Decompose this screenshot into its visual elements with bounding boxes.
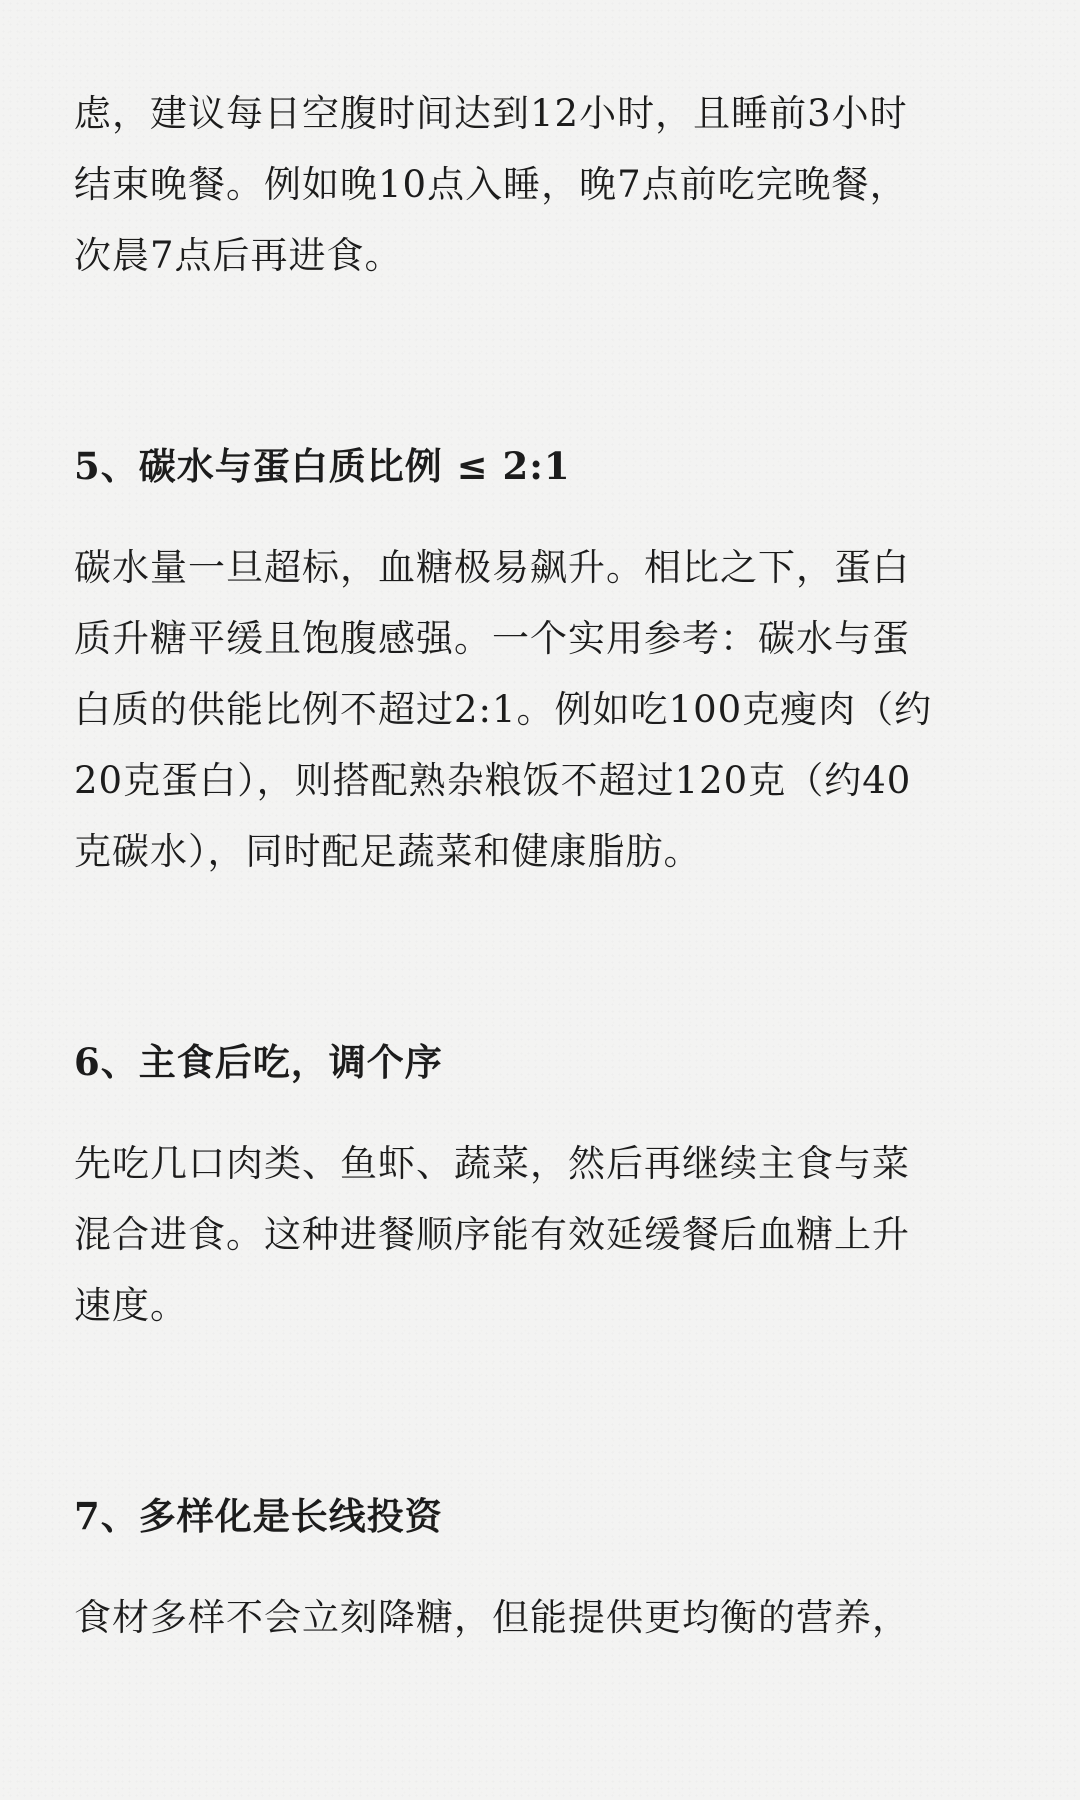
section-body: 先吃几口肉类、鱼虾、蔬菜，然后再继续主食与菜 混合进食。这种进餐顺序能有效延缓餐后血糖上升 速度。 xyxy=(74,1142,910,1327)
section-body: 食材多样不会立刻降糖，但能提供更均衡的营养， xyxy=(74,1596,910,1639)
section-heading: 5、碳水与蛋白质比例 ≤ 2:1 xyxy=(74,444,571,488)
section-heading: 6、主食后吃，调个序 xyxy=(74,1040,443,1084)
section-heading: 7、多样化是长线投资 xyxy=(74,1494,443,1538)
intro-paragraph: 虑，建议每日空腹时间达到12小时，且睡前3小时 结束晚餐。例如晚10点入睡，晚7点前吃完晚餐， 次晨7点后再进食。 xyxy=(74,92,908,277)
section-body: 碳水量一旦超标，血糖极易飙升。相比之下，蛋白 质升糖平缓且饱腹感强。一个实用参考：碳水与蛋 白质的供能比例不超过2:1。例如吃100克瘦肉（约 20克蛋白），则搭配熟杂粮饭不超过120克（约40 克碳水），同时配足蔬菜和健康脂肪。 xyxy=(74,546,933,873)
